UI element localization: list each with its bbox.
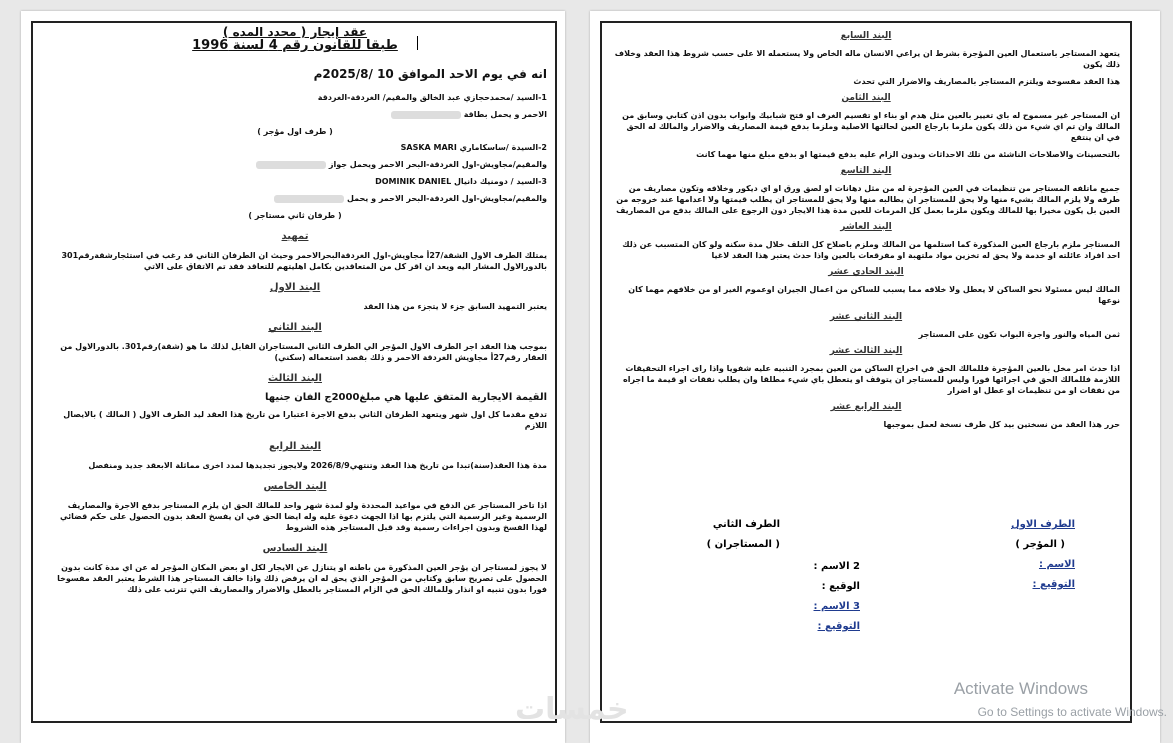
clause11-text: المالك ليس مسئولا نحو الساكن لا يعطل ولا خلافه مما يسبب للساكن من اعمال الجيران اوعموم الغير او من خلافهم مهما كان نوعها <box>628 285 1120 305</box>
document-page-2 <box>590 11 1160 743</box>
party2-line1: 2-السيدة /ساسكاماري SASKA MARI <box>400 143 547 152</box>
clause3-heading: البند الثالث <box>268 373 322 384</box>
page-1-content <box>43 25 547 601</box>
preamble-heading: تمهيد <box>281 231 309 242</box>
signature-second-party <box>707 515 780 555</box>
clause7-heading: البند السابع <box>840 31 892 41</box>
party3-line2: والمقيم/مجاويش-اول الغردقة-البحر الاحمر و يحمل <box>43 193 547 204</box>
clause3-text: تدفع مقدما كل اول شهر ويتعهد الطرفان الثاني بدفع الاجرة اعتبارا من تاريخ هذا العقد ليد الطرف الاول ( المالك ) بالايصال اللازم <box>63 410 547 430</box>
party2-sign-field: الوقيع : <box>821 581 860 592</box>
signature-first-party <box>1011 515 1075 595</box>
party3-latin-name: DOMINIK DANIEL <box>375 177 452 186</box>
party1-label: ( طرف اول مؤجر ) <box>257 127 333 136</box>
party2-name-field: 2 الاسم : <box>813 561 860 572</box>
redacted-id <box>391 111 461 119</box>
contract-subtitle: طبقا للقانون رقم 4 لسنة 1996 <box>192 38 398 53</box>
first-party-sign-field: التوقيع : <box>1032 579 1075 590</box>
clause2-text: بموجب هذا العقد اجر الطرف الاول المؤجر الي الطرف الثاني المستاجران القابل لذلك ما هو (شقة)رقم301. بالدورالاول من العقار رقم27أ مجاويش الغردقة الاحمر و ذلك بقصد استعماله (سكني) <box>60 342 547 362</box>
clause9-text: جميع ماتلفه المستاجر من تنظيمات في العين المؤجرة له من مثل دهانات او لصق ورق او اي ديكور وخلافه وتكون مصاريف من طرفه ولا يلزم المالك بشيء منها ولا يحق للمستاجر ان يطالبه منها ولا يحق للمستاجر ان يطلب قيمتها ولا اعدامها عند خروجه من العين بل يكون مخيرا بها للمالك ويكون ملزما بعمل كل المرمات للعين مدة هذا الايجار دون الرجوع على المالك بدفع من المصاريف <box>616 184 1120 215</box>
contract-title: عقد إيجار ( محدد المده ) <box>222 25 368 39</box>
clause12-heading: البند الثاني عشر <box>829 312 903 322</box>
clause14-text: حرر هذا العقد من نسختين بيد كل طرف نسخة لعمل بموجبها <box>883 420 1120 429</box>
party3-line1: 3-السيد / دومنيك دانيال DOMINIK DANIEL <box>375 177 547 186</box>
clause7-text-b: هذا العقد مفسوخة ويلتزم المستاجر بالمصاريف والاضرار التي تحدث <box>853 77 1120 86</box>
first-party-title: الطرف الاول <box>1010 519 1075 530</box>
date-line: انه في يوم الاحد الموافق 10 /2025/8م <box>313 67 547 81</box>
page-2-content <box>612 25 1120 436</box>
clause10-text: المستاجر ملزم بارجاع العين المذكورة كما استلمها من المالك وملزم باصلاح كل التلف خلال مدة سكنه ولو كان المتسبب عن ذلك احد افراد عائلته او خدمة ولا يحق له تخزين مواد ملتهبة او مفرقعات بالعين واذا حدث يعتبر هذا العقد لاغيا <box>622 240 1120 260</box>
clause5-heading: البند الخامس <box>263 481 327 492</box>
party2-line2: والمقيم/مجاويش-اول الغردقة-البحر الاحمر ويحمل جواز <box>43 159 547 170</box>
document-page-1 <box>21 11 565 743</box>
clause12-text: ثمن المياه والنور واجرة البواب تكون على المستاجر <box>918 330 1120 339</box>
clause9-heading: البند التاسع <box>840 166 892 176</box>
clause8-heading: البند الثامن <box>841 93 891 103</box>
signature-second-party-fields <box>814 557 860 637</box>
preamble-text: يمتلك الطرف الاول الشقة/27أ مجاويش-اول الغردقةالبحرالاحمر وحيث ان الطرفان الثاني قد رغب في استئجارشقةرقم301 بالدورالاول المشار اليه ويعد ان اقر كل من المتعاقدين بكامل اهليتهم للتعاقد فقد تم الاتفاق على الاتي <box>61 251 547 271</box>
party1-line2: الاحمر و يحمل بطاقة <box>43 109 547 120</box>
clause7-text: يتعهد المستاجر باستعمال العين المؤجرة بشرط ان يراعي الانسان ماله الخاص ولا يستعمله الا على حسب شروط هذا العقد وخلاف ذلك يكون <box>614 49 1120 69</box>
party1-line1: 1-السيد /محمدحجازي عبد الخالق والمقيم/ الغردقة-الغردقة <box>317 93 547 102</box>
first-party-name-field: الاسم : <box>1038 559 1075 570</box>
clause10-heading: البند العاشر <box>840 222 892 232</box>
second-party-role: ( المستاجران ) <box>706 539 780 550</box>
khamsat-logo-watermark: خمسات <box>515 692 629 727</box>
clause8-text: ان المستاجر غير مسموح له باي تغيير بالعين مثل هدم او بناء او تقسيم الغرف او فتح شبابيك وابواب بدون اذن كتابي وسابق من المالك وان تم اي شيء من ذلك يكون ملزما بارجاع العين لحالتها الاصلية وملزما بدفع قيمة المصاريف والاضرار والمالك له الحق في ان ينتفع <box>622 111 1120 142</box>
clause2-heading: البند الثاني <box>268 322 322 333</box>
clause13-text: اذا حدث امر مخل بالعين المؤجرة فللمالك الحق في اخراج الساكن من العين بمجرد التنبيه عليه شفويا واذا راى اجراء التحقيقات اللازمة فللمالك الحق في اجرائها فورا وليس للمستاجر ان يتوقف او يتعطل باي شيء مطلقا وان يطلب نفقات او قيمة ما اجراه من نفقات او من تنظيمات او عطل او اضرار <box>622 364 1120 395</box>
clause1-heading: البند الاول <box>269 282 321 293</box>
party2-latin-name: SASKA MARI <box>400 143 457 152</box>
clause11-heading: البند الحادي عشر <box>828 267 904 277</box>
clause3-amount: القيمة الايجارية المتفق عليها هي مبلغ2000ج الفان جنيها <box>265 392 547 403</box>
clause6-heading: البند السادس <box>262 543 328 554</box>
clause6-text: لا يجوز لمستاجر ان يؤجر العين المذكورة من باطنه او يتنازل عن الايجار لكل او بعض المكان المؤجر له عن اي مدة كانت بدون الحصول على تصريح سابق وكتابي من المؤجر الذي يحق له ان يرفض ذلك واذا خالف المستاجر هذا الشرط يعتبر العقد مفسوخا فورا بدون تنبيه او انذار وللمالك الحق في الزام المستاجر بالعطل والاضرار والمصاريف التي تترتب على ذلك <box>57 563 547 594</box>
clause5-text: اذا تاخر المستاجر عن الدفع في مواعيد المحددة ولو لمدة شهر واحد للمالك الحق ان يلزم المستاجر بدفع الاجرة والمصاريف الرسمية وغير الرسمية التي يلتزم بها اذا الجهت دعوة عليه وله ايضا الحق في ان يفسخ العقد بدون الحصول على حكم قضائي لهذا الفسخ وبدون اجراءات رسمية وقد قبل المستاجر هذه الشروط <box>60 501 547 532</box>
clause1-text: يعتبر التمهيد السابق جزء لا يتجزء من هذا العقد <box>363 302 547 311</box>
party3-name-field: 3 الاسم : <box>813 601 860 612</box>
clause4-heading: البند الرابع <box>268 441 322 452</box>
clause8-text-b: بالتحسينات والاصلاحات الناشئة من تلك الاحداثات وبدون الزام عليه بدفع قيمتها او بدفع مبلغ منها مهما كانت <box>696 150 1120 159</box>
redacted-passport <box>274 195 344 203</box>
clause14-heading: البند الرابع عشر <box>830 402 902 412</box>
clause13-heading: البند الثالث عشر <box>829 346 903 356</box>
activate-windows-subtitle: Go to Settings to activate Windows. <box>977 705 1167 719</box>
second-party-title: الطرف الثاني <box>712 519 780 530</box>
activate-windows-title: Activate Windows <box>953 679 1088 698</box>
clause4-text: مدة هذا العقد(سنة)تبدا من تاريخ هذا العقد وتنتهي2026/8/9 ولايجوز تجديدها لمدد اخرى مماثلة الابعقد جديد ومنفصل <box>88 461 547 470</box>
party23-label: ( طرفان ثاني مستاجر ) <box>248 211 342 220</box>
first-party-role: ( المؤجر ) <box>1015 539 1065 550</box>
redacted-passport <box>256 161 326 169</box>
party3-sign-field: التوقيع : <box>817 621 860 632</box>
